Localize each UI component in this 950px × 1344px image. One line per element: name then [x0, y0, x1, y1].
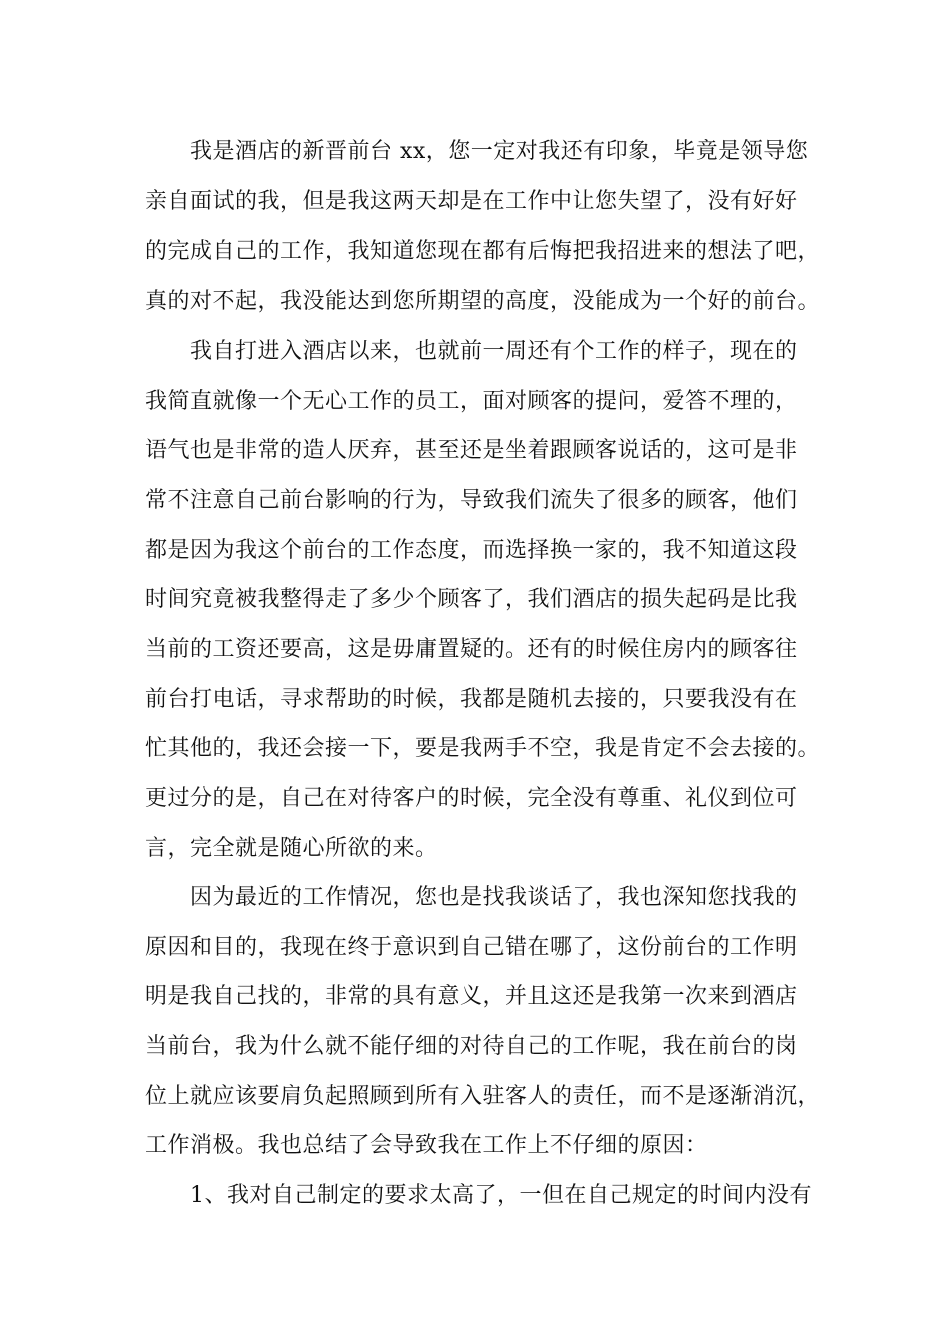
text-line: 更过分的是，自己在对待客户的时候，完全没有尊重、礼仪到位可: [145, 786, 798, 811]
text-line: 位上就应该要肩负起照顾到所有入驻客人的责任，而不是逐渐消沉，: [145, 1084, 821, 1109]
text-line: 时间究竟被我整得走了多少个顾客了，我们酒店的损失起码是比我: [145, 587, 798, 612]
text-line: 常不注意自己前台影响的行为，导致我们流失了很多的顾客，他们: [145, 488, 798, 513]
text-line: 我是酒店的新晋前台 xx，您一定对我还有印象，毕竟是领导您: [190, 139, 809, 164]
text-line: 前台打电话，寻求帮助的时候，我都是随机去接的，只要我没有在: [145, 687, 798, 712]
text-line: 忙其他的，我还会接一下，要是我两手不空，我是肯定不会去接的。: [145, 736, 821, 761]
text-line: 亲自面试的我，但是我这两天却是在工作中让您失望了，没有好好: [145, 189, 798, 214]
text-line: 我自打进入酒店以来，也就前一周还有个工作的样子，现在的: [190, 339, 798, 364]
text-line: 明是我自己找的，非常的具有意义，并且这还是我第一次来到酒店: [145, 984, 798, 1009]
text-line: 都是因为我这个前台的工作态度，而选择换一家的，我不知道这段: [145, 538, 798, 563]
text-line: 当前台，我为什么就不能仔细的对待自己的工作呢，我在前台的岗: [145, 1034, 798, 1059]
text-line: 原因和目的，我现在终于意识到自己错在哪了，这份前台的工作明: [145, 935, 798, 960]
text-line: 当前的工资还要高，这是毋庸置疑的。还有的时候住房内的顾客往: [145, 637, 798, 662]
text-line: 我简直就像一个无心工作的员工，面对顾客的提问，爱答不理的，: [145, 389, 798, 414]
text-line: 真的对不起，我没能达到您所期望的高度，没能成为一个好的前台。: [145, 289, 821, 314]
text-line: 因为最近的工作情况，您也是找我谈话了，我也深知您找我的: [190, 885, 798, 910]
text-line: 言，完全就是随心所欲的来。: [145, 836, 438, 861]
text-line: 语气也是非常的造人厌弃，甚至还是坐着跟顾客说话的，这可是非: [145, 438, 798, 463]
text-line: 工作消极。我也总结了会导致我在工作上不仔细的原因：: [145, 1133, 708, 1158]
text-line: 1、我对自己制定的要求太高了，一但在自己规定的时间内没有: [190, 1183, 812, 1208]
text-line: 的完成自己的工作，我知道您现在都有后悔把我招进来的想法了吧，: [145, 239, 821, 264]
